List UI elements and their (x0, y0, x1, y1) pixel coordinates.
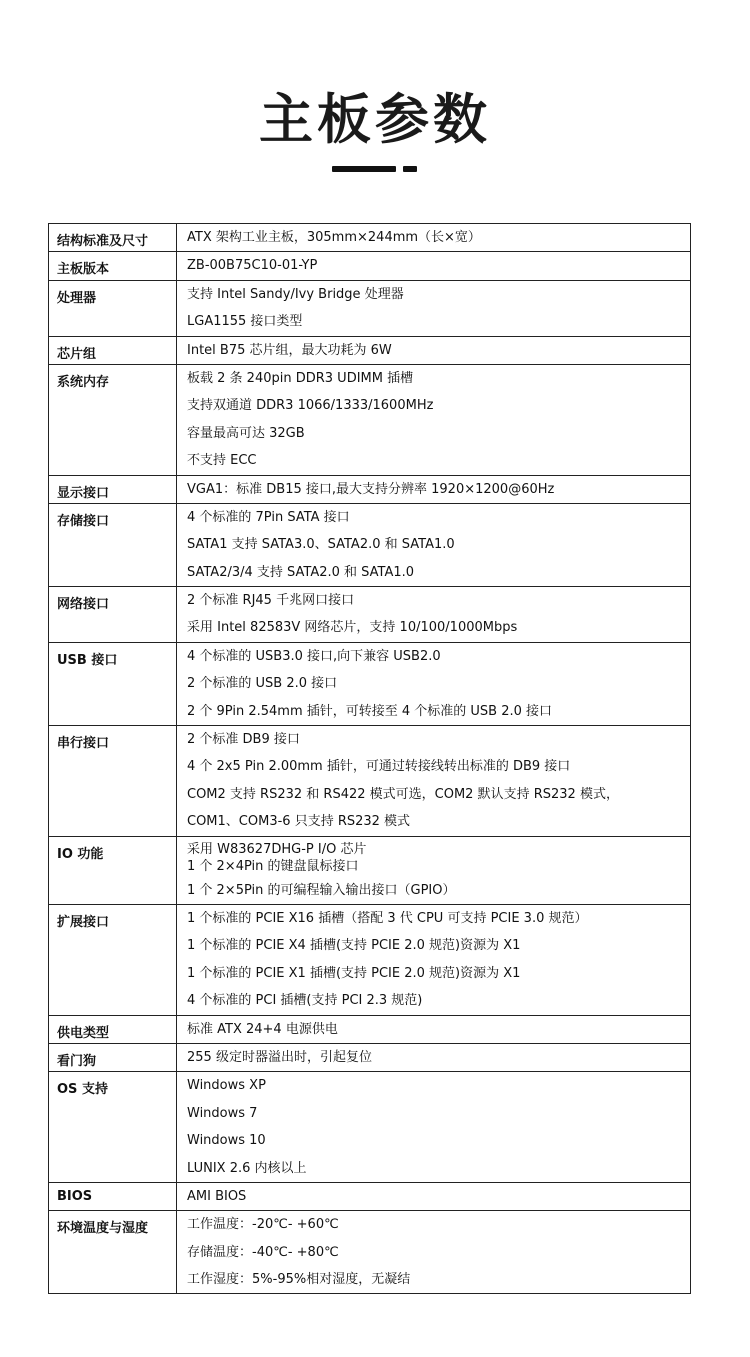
spec-value-line: SATA2/3/4 支持 SATA2.0 和 SATA1.0 (187, 564, 415, 580)
spec-value (177, 475, 691, 503)
spec-value (177, 1211, 691, 1294)
spec-label: 处理器 (49, 280, 177, 336)
spec-value (177, 224, 691, 252)
spec-row (49, 1211, 691, 1294)
spec-value-line: 采用 Intel 82583V 网络芯片，支持 10/100/1000Mbps (187, 620, 518, 636)
spec-value-line: Windows 10 (187, 1133, 266, 1149)
spec-row (49, 726, 691, 837)
spec-row (49, 642, 691, 725)
title-underline-bar (332, 166, 396, 172)
spec-value-line: 支持 Intel Sandy/Ivy Bridge 处理器 (187, 286, 404, 302)
spec-value (177, 836, 691, 904)
spec-value-line: COM1、COM3-6 只支持 RS232 模式 (187, 814, 411, 830)
spec-row (49, 503, 691, 586)
spec-row (49, 1182, 691, 1210)
spec-value-line: 标准 ATX 24+4 电源供电 (187, 1021, 338, 1037)
spec-value (177, 503, 691, 586)
spec-value-line: 存储温度：-40℃- +80℃ (187, 1244, 339, 1260)
spec-value (177, 1072, 691, 1183)
spec-label: USB 接口 (49, 642, 177, 725)
spec-row (49, 904, 691, 1015)
spec-value-line: 不支持 ECC (187, 453, 257, 469)
spec-row (49, 364, 691, 475)
spec-value-line: 1 个标准的 PCIE X4 插槽(支持 PCIE 2.0 规范)资源为 X1 (187, 938, 521, 954)
spec-value (177, 726, 691, 837)
spec-table (48, 223, 691, 1294)
spec-row (49, 836, 691, 904)
spec-value-line: 采用 W83627DHG-P I/O 芯片 (187, 841, 367, 857)
spec-row (49, 336, 691, 364)
spec-value-line: LUNIX 2.6 内核以上 (187, 1160, 307, 1176)
spec-value-line: 1 个 2×5Pin 的可编程输入输出接口（GPIO） (187, 882, 456, 898)
spec-label: IO 功能 (49, 836, 177, 904)
spec-value-line: 2 个标准 RJ45 千兆网口接口 (187, 593, 355, 609)
spec-label: 主板版本 (49, 252, 177, 280)
page-title: 主板参数 (259, 88, 491, 151)
spec-value-line: 1 个标准的 PCIE X1 插槽(支持 PCIE 2.0 规范)资源为 X1 (187, 965, 521, 981)
spec-value-line: 4 个标准的 7Pin SATA 接口 (187, 509, 350, 525)
spec-value-line: Intel B75 芯片组，最大功耗为 6W (187, 342, 392, 358)
spec-row (49, 587, 691, 643)
spec-value (177, 336, 691, 364)
spec-value-line: VGA1：标准 DB15 接口,最大支持分辨率 1920×1200@60Hz (187, 481, 555, 497)
spec-value-line: ATX 架构工业主板，305mm×244mm（长×宽） (187, 230, 481, 245)
spec-label: 存储接口 (49, 503, 177, 586)
spec-row (49, 1043, 691, 1071)
title-underline-dot (403, 166, 417, 172)
spec-value-line: SATA1 支持 SATA3.0、SATA2.0 和 SATA1.0 (187, 537, 455, 553)
spec-value-line: 2 个 9Pin 2.54mm 插针，可转接至 4 个标准的 USB 2.0 接口 (187, 703, 553, 719)
spec-value-line: 容量最高可达 32GB (187, 425, 305, 441)
spec-value-line: LGA1155 接口类型 (187, 314, 303, 330)
spec-row (49, 1072, 691, 1183)
spec-label: 网络接口 (49, 587, 177, 643)
spec-label: 芯片组 (49, 336, 177, 364)
spec-value-line: 4 个标准的 PCI 插槽(支持 PCI 2.3 规范) (187, 993, 423, 1009)
spec-label: 显示接口 (49, 475, 177, 503)
spec-row (49, 475, 691, 503)
spec-value-line: 1 个 2×4Pin 的键盘鼠标接口 (187, 858, 359, 874)
spec-value-line: 工作温度：-20℃- +60℃ (187, 1217, 339, 1233)
spec-value (177, 1182, 691, 1210)
spec-label: 看门狗 (49, 1043, 177, 1071)
spec-value (177, 1043, 691, 1071)
spec-label: 环境温度与湿度 (49, 1211, 177, 1294)
spec-label: 系统内存 (49, 364, 177, 475)
spec-value-line: 4 个标准的 USB3.0 接口,向下兼容 USB2.0 (187, 648, 441, 664)
spec-table-body (49, 224, 691, 1294)
spec-label: BIOS (49, 1182, 177, 1210)
spec-value (177, 642, 691, 725)
spec-label: 扩展接口 (49, 904, 177, 1015)
spec-value-line: 4 个 2x5 Pin 2.00mm 插针，可通过转接线转出标准的 DB9 接口 (187, 759, 571, 775)
spec-value-line: ZB-00B75C10-01-YP (187, 258, 318, 274)
spec-value (177, 904, 691, 1015)
spec-label: OS 支持 (49, 1072, 177, 1183)
spec-value-line: 工作湿度：5%-95%相对湿度，无凝结 (187, 1272, 411, 1288)
spec-value-line: AMI BIOS (187, 1188, 247, 1204)
spec-value-line: Windows XP (187, 1078, 266, 1094)
spec-row (49, 252, 691, 280)
title-underline (332, 166, 418, 174)
spec-value-line: 板载 2 条 240pin DDR3 UDIMM 插槽 (187, 370, 414, 386)
spec-value-line: Windows 7 (187, 1105, 258, 1121)
spec-value (177, 587, 691, 643)
spec-value-line: 支持双通道 DDR3 1066/1333/1600MHz (187, 398, 434, 414)
spec-value-line: 1 个标准的 PCIE X16 插槽（搭配 3 代 CPU 可支持 PCIE 3.0 规范） (187, 910, 588, 926)
spec-value (177, 280, 691, 336)
spec-value-line: COM2 支持 RS232 和 RS422 模式可选，COM2 默认支持 RS232 模式， (187, 786, 619, 802)
spec-value (177, 1015, 691, 1043)
spec-value (177, 364, 691, 475)
spec-value (177, 252, 691, 280)
spec-value-line: 2 个标准 DB9 接口 (187, 732, 300, 748)
spec-label: 结构标准及尺寸 (49, 224, 177, 252)
spec-value-line: 255 级定时器溢出时，引起复位 (187, 1049, 372, 1065)
spec-label: 供电类型 (49, 1015, 177, 1043)
spec-row (49, 280, 691, 336)
spec-label: 串行接口 (49, 726, 177, 837)
spec-value-line: 2 个标准的 USB 2.0 接口 (187, 676, 338, 692)
spec-row (49, 1015, 691, 1043)
spec-row (49, 224, 691, 252)
